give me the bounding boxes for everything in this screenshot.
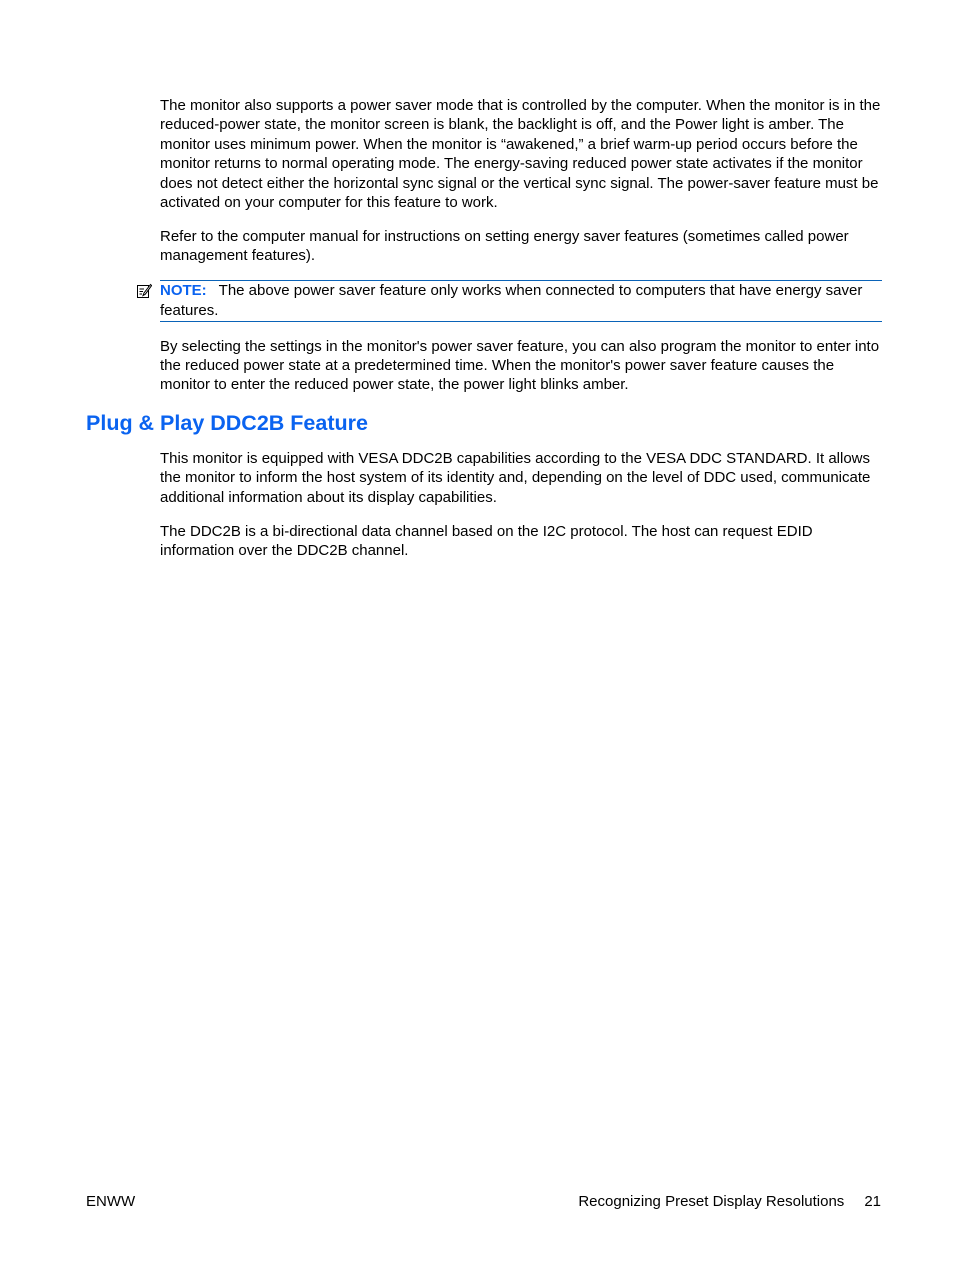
footer-right [578, 1193, 881, 1210]
note-text: The above power saver feature only works when connected to computers that have energy saver features. [160, 282, 863, 319]
note-pencil-icon [136, 283, 152, 299]
page-number: 21 [864, 1193, 881, 1210]
section-heading: Plug & Play DDC2B Feature [86, 411, 368, 435]
paragraph-ddc2b-channel: The DDC2B is a bi-directional data channel based on the I2C protocol. The host can request EDID information over the DDC2B channel. [160, 522, 813, 560]
footer-title: Recognizing Preset Display Resolutions [578, 1193, 845, 1210]
paragraph-ddc2b-capabilities: This monitor is equipped with VESA DDC2B capabilities according to the VESA DDC STANDARD. It allows the monitor to inform the host system of its identity and, depending on the level of DDC used, communicate additional information about its display capabilities. [160, 450, 871, 506]
paragraph-power-saver: The monitor also supports a power saver mode that is controlled by the computer. When the monitor is in the reduced-power state, the monitor screen is blank, the backlight is off, and the Power light is amber. The monitor uses minimum power. When the monitor is “awakened,” a brief warm-up period occurs before the monitor returns to normal operating mode. The energy-saving reduced power state activates if the monitor does not detect either the horizontal sync signal or the vertical sync signal. The power-saver feature must be activated on your computer for this feature to work. [160, 97, 881, 212]
main-content [160, 96, 882, 409]
paragraph-refer-manual: Refer to the computer manual for instructions on setting energy saver features (sometimes called power management features). [160, 227, 849, 265]
section-content [160, 449, 882, 575]
note-box [160, 280, 882, 322]
note-text-line [160, 281, 882, 320]
note-label: NOTE: [160, 282, 207, 300]
paragraph-power-saver-settings: By selecting the settings in the monitor's power saver feature, you can also program the monitor to enter into the reduced power state at a predetermined time. When the monitor's power saver feature causes the monitor to enter the reduced power state, the power light blinks amber. [160, 337, 880, 394]
footer-left-label: ENWW [86, 1193, 136, 1210]
